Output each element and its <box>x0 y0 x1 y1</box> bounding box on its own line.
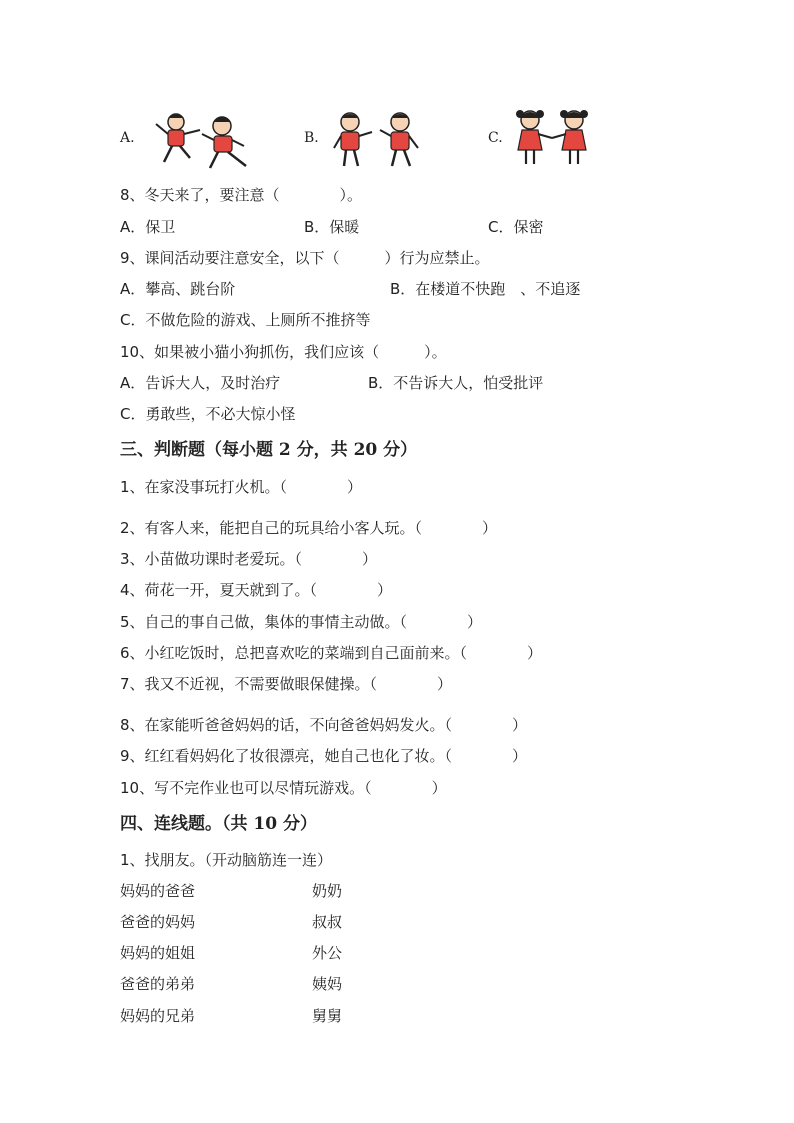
q8-option-a: A．保卫 <box>120 218 176 236</box>
judge-item: 4、荷花一开，夏天就到了。（ ） <box>120 581 393 599</box>
q10-option-a: A．告诉大人，及时治疗 <box>120 374 281 392</box>
q7-option-b-label: B. <box>304 130 319 146</box>
matching-left-item[interactable]: 爸爸的弟弟 <box>120 975 196 993</box>
two-boys-arguing-icon <box>328 108 424 170</box>
two-boys-fighting-icon <box>150 108 254 172</box>
judge-item: 7、我又不近视，不需要做眼保健操。（ ） <box>120 675 453 693</box>
q8-question: 8、冬天来了，要注意（ ）。 <box>120 186 363 204</box>
q10-option-b: B．不告诉大人，怕受批评 <box>368 374 544 392</box>
q7-option-a-label: A. <box>120 130 135 146</box>
q9-option-c: C．不做危险的游戏、上厕所不推挤等 <box>120 311 371 329</box>
matching-left-item[interactable]: 妈妈的爸爸 <box>120 882 196 900</box>
matching-right-item[interactable]: 舅舅 <box>312 1007 343 1025</box>
matching-question: 1、找朋友。（开动脑筋连一连） <box>120 851 333 869</box>
judge-item: 5、自己的事自己做，集体的事情主动做。（ ） <box>120 613 483 631</box>
matching-left-item[interactable]: 妈妈的兄弟 <box>120 1007 196 1025</box>
q8-option-c: C．保密 <box>488 218 544 236</box>
q9-option-a: A．攀高、跳台阶 <box>120 280 236 298</box>
q9-option-b: B．在楼道不快跑 、不追逐 <box>390 280 581 298</box>
section-3-heading: 三、判断题（每小题 2 分，共 20 分） <box>120 440 418 460</box>
two-girls-holding-hands-icon <box>514 106 592 168</box>
q10-question: 10、如果被小猫小狗抓伤，我们应该（ ）。 <box>120 343 447 361</box>
matching-left-item[interactable]: 妈妈的姐姐 <box>120 944 196 962</box>
judge-item: 6、小红吃饭时，总把喜欢吃的菜端到自己面前来。（ ） <box>120 644 543 662</box>
q8-option-b: B．保暖 <box>304 218 360 236</box>
matching-right-item[interactable]: 姨妈 <box>312 975 343 993</box>
judge-item: 1、在家没事玩打火机。（ ） <box>120 478 363 496</box>
matching-right-item[interactable]: 奶奶 <box>312 882 343 900</box>
matching-right-item[interactable]: 外公 <box>312 944 343 962</box>
judge-item: 2、有客人来，能把自己的玩具给小客人玩。（ ） <box>120 519 498 537</box>
matching-right-item[interactable]: 叔叔 <box>312 913 343 931</box>
section-4-heading: 四、连线题。（共 10 分） <box>120 814 317 834</box>
judge-item: 10、写不完作业也可以尽情玩游戏。（ ） <box>120 779 447 797</box>
q7-option-c-label: C. <box>488 130 503 146</box>
judge-item: 3、小苗做功课时老爱玩。（ ） <box>120 550 378 568</box>
judge-item: 9、红红看妈妈化了妆很漂亮，她自己也化了妆。（ ） <box>120 747 528 765</box>
q10-option-c: C．勇敢些，不必大惊小怪 <box>120 405 296 423</box>
q9-question: 9、课间活动要注意安全，以下（ ）行为应禁止。 <box>120 249 490 267</box>
matching-left-item[interactable]: 爸爸的妈妈 <box>120 913 196 931</box>
judge-item: 8、在家能听爸爸妈妈的话，不向爸爸妈妈发火。（ ） <box>120 716 528 734</box>
